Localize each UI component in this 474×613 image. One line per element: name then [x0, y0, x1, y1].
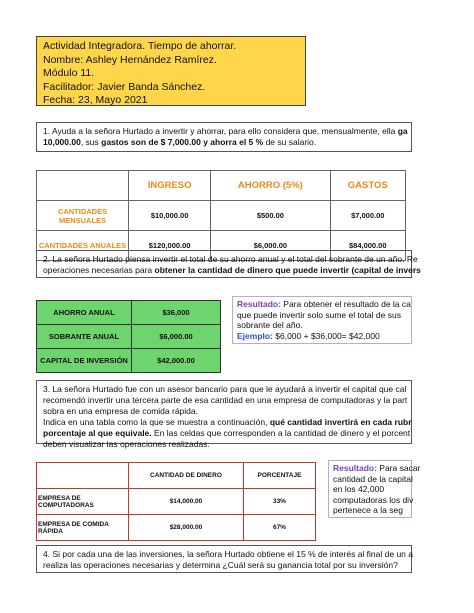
- note1-label: Resultado:: [237, 299, 281, 309]
- col-header-income: INGRESO: [129, 171, 211, 201]
- cell-annual-savings: $6,000.00: [211, 231, 330, 261]
- q2-line2a: operaciones necesarias para: [43, 265, 155, 275]
- note1-line1: Para obtener el resultado de la ca: [280, 299, 411, 309]
- q3-line5b: En las celdas que corresponden a la cantidad de dinero y el porcent: [151, 428, 411, 438]
- q4-line2: realiza las operaciones necesarias y determina ¿Cuál será su ganancia total por su inversión?: [43, 560, 398, 570]
- col-header-amount: CANTIDAD DE DINERO: [129, 463, 244, 489]
- header-info-box: [36, 36, 306, 106]
- question-4-box: [36, 545, 412, 573]
- q1-income: 10,000.00: [43, 137, 81, 147]
- row-label-annual: CANTIDADES ANUALES: [37, 231, 129, 261]
- q3-line4b: qué cantidad invertirá en cada rubr: [269, 417, 412, 427]
- cell-fast-food-amount: $28,000.00: [129, 515, 244, 541]
- q3-line6: deben visualizar las operaciones realizadas.: [43, 439, 210, 449]
- cell-monthly-savings: $500.00: [211, 201, 330, 231]
- q1-text-c: de su salario.: [263, 137, 317, 147]
- q1-text-b: , sus: [80, 137, 102, 147]
- split-corner-cell: [37, 463, 129, 489]
- cell-monthly-expenses: $7,000.00: [330, 201, 405, 231]
- q4-line1: 4. Si por cada una de las inversiones, la señora Hurtado obtiene el 15 % de interés al final de un a: [43, 549, 413, 559]
- result-note-2: [328, 460, 421, 518]
- q3-line3: sobra en una empresa de comida rápida.: [43, 406, 198, 416]
- note2-line4: computadoras los div: [333, 494, 414, 505]
- label-investment-capital: CAPITAL DE INVERSIÓN: [37, 349, 132, 373]
- date-label: Fecha: 23, Mayo 2021: [43, 94, 148, 106]
- note2-line5: pertenece a la seg: [333, 505, 403, 515]
- question-1-box: [36, 122, 412, 152]
- note1-example-label: Ejemplo:: [237, 330, 273, 341]
- q3-line1: 3. La señora Hurtado fue con un asesor bancario para que le ayudará a invertir el capital que cal: [43, 384, 407, 394]
- monthly-annual-table: [36, 170, 406, 261]
- label-annual-savings: AHORRO ANUAL: [37, 301, 132, 325]
- cell-computers-percentage: 33%: [243, 489, 315, 515]
- cell-fast-food-percentage: 67%: [243, 515, 315, 541]
- note1-line2: que puede invertir solo sume el total de sus: [237, 309, 401, 320]
- note2-line3: en los 42,000: [333, 484, 385, 494]
- investment-capital-table: [36, 300, 221, 373]
- q3-line2: recomendó invertir una tercera parte de esa cantidad en una empresa de computadoras y la part: [43, 395, 408, 405]
- label-annual-surplus: SOBRANTE ANUAL: [37, 325, 132, 349]
- row-label-fast-food: EMPRESA DE COMIDA RÁPIDA: [37, 515, 129, 541]
- note1-example: $6,000 + $36,000= $42,000: [272, 330, 380, 341]
- investment-split-table: [36, 462, 316, 541]
- value-annual-surplus: $6,000.00: [132, 325, 221, 349]
- value-annual-savings: $36,000: [132, 301, 221, 325]
- note1-line3: sobrante del año.: [237, 320, 303, 330]
- col-header-expenses: GASTOS: [330, 171, 405, 201]
- q3-line5: porcentaje al que equivale.: [43, 428, 152, 438]
- module-label: Módulo 11.: [43, 67, 95, 79]
- student-name: Nombre: Ashley Hernández Ramírez.: [43, 53, 217, 66]
- note2-label: Resultado:: [333, 463, 377, 473]
- q3-line4a: Indica en una tabla como la que se muestra a continuación,: [43, 417, 270, 427]
- q2-line2b: obtener la cantidad de dinero que puede invertir (capital de invers: [154, 265, 421, 275]
- col-header-savings: AHORRO (5%): [211, 171, 330, 201]
- q1-text-a-bold: ga: [397, 126, 408, 136]
- row-label-monthly: CANTIDADES MENSUALES: [37, 201, 129, 231]
- corner-cell: [37, 171, 129, 201]
- cell-annual-expenses: $84,000.00: [330, 231, 405, 261]
- value-investment-capital: $42,000.00: [132, 349, 221, 373]
- result-note-1: [232, 296, 412, 344]
- note2-line2: cantidad de la capital: [333, 473, 413, 484]
- cell-monthly-income: $10,000.00: [129, 201, 211, 231]
- question-2-box: [36, 250, 421, 278]
- q1-text-a: 1. Ayuda a la señora Hurtado a invertir y ahorrar, para ello considera que, mensualmente, ella: [43, 126, 398, 136]
- facilitator-label: Facilitador: Javier Banda Sánchez.: [43, 80, 206, 93]
- q2-line1: 2. La señora Hurtado piensa invertir el total de su ahorro anual y el total del sobrante de un año. Re: [43, 254, 418, 264]
- col-header-percentage: PORCENTAJE: [243, 463, 315, 489]
- cell-computers-amount: $14,000.00: [129, 489, 244, 515]
- activity-title: Actividad Integradora. Tiempo de ahorrar.: [43, 40, 237, 52]
- cell-annual-income: $120,000.00: [129, 231, 211, 261]
- question-3-box: [36, 380, 412, 449]
- q1-expenses: gastos son de $ 7,000.00 y ahorra el 5 %: [101, 137, 264, 147]
- row-label-computers: EMPRESA DE COMPUTADORAS: [37, 489, 129, 515]
- note2-line1: Para sacar: [376, 463, 421, 473]
